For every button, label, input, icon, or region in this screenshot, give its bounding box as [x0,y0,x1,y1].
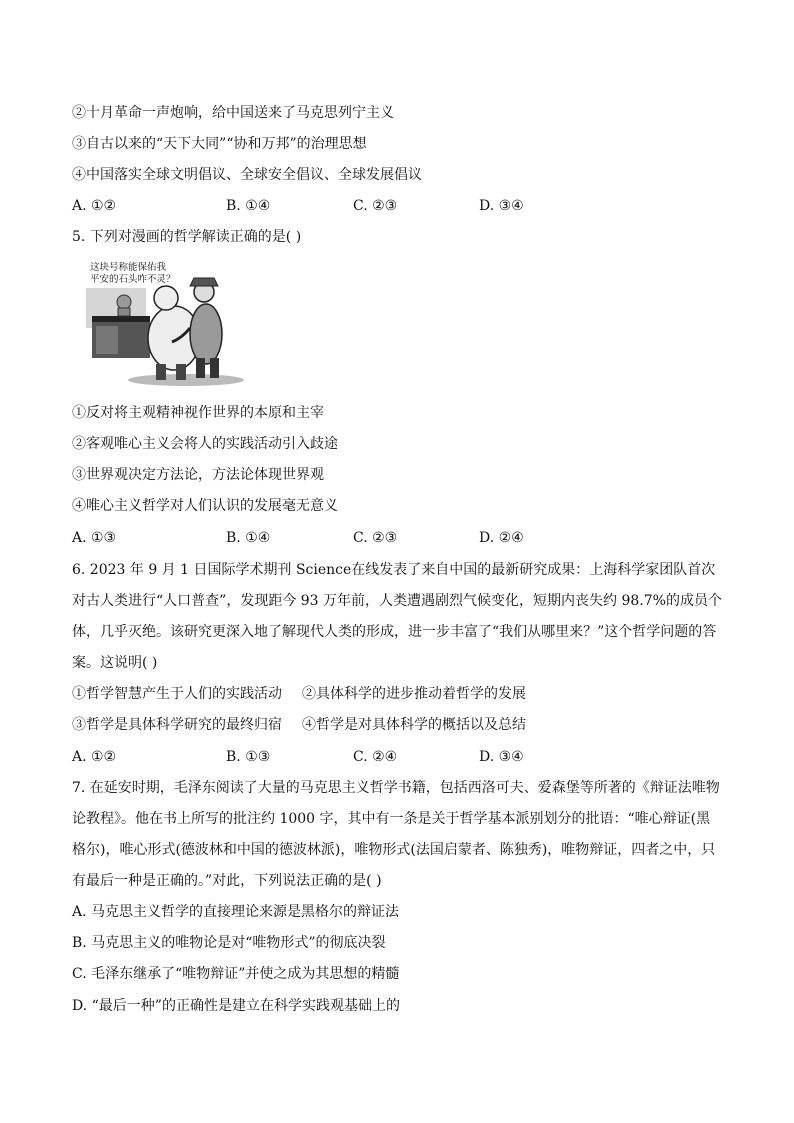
q6-item-3: ③哲学是具体科学研究的最终归宿 [72,717,282,733]
q5-option-c[interactable]: C. ②③ [353,530,398,546]
q6-option-a[interactable]: A. ①② [72,749,117,765]
q4-option-d[interactable]: D. ③④ [479,198,524,214]
q6-stem: 6. 2023 年 9 月 1 日国际学术期刊 Science在线发表了来自中国的最新研究成果：上海科学家团队首次对古人类进行“人口普查”，发现距今 93 万年前，人类遭遇剧烈气候变化，短期内丧失约 98.7%的成员个体，几乎灭绝。该研究更深入地了解现代人类的形成，进一步丰富了“我们从哪里来？”这个哲学问题的答案。这说明( ) [72,562,722,671]
cartoon-caption-line-2: 平安的石头咋不灵？ [90,274,176,285]
q6-option-d[interactable]: D. ③④ [479,749,524,765]
q6-options [72,747,724,767]
q5-stem: 5. 下列对漫画的哲学解读正确的是( ) [72,229,302,245]
q7-option-b[interactable]: B. 马克思主义的唯物论是对“唯物形式”的彻底决裂 [72,935,386,951]
q6-items-row-2 [72,715,526,735]
q4-item-3: ③自古以来的“天下大同”“协和万邦”的治理思想 [72,136,367,152]
q4-option-b[interactable]: B. ①④ [226,198,271,214]
cartoon-caption-line-1: 这块号称能保佑我 [90,262,167,273]
q5-option-a[interactable]: A. ①③ [72,530,117,546]
q4-item-2: ②十月革命一声炮响，给中国送来了马克思列宁主义 [72,105,394,121]
q6-option-c[interactable]: C. ②④ [353,749,398,765]
q4-option-a[interactable]: A. ①② [72,198,117,214]
q6-items-row-1 [72,684,526,704]
q6-item-2: ②具体科学的进步推动着哲学的发展 [302,686,526,702]
q5-item-3: ③世界观决定方法论，方法论体现世界观 [72,467,324,483]
q7-option-a[interactable]: A. 马克思主义哲学的直接理论来源是黑格尔的辩证法 [72,904,400,920]
q7-option-d[interactable]: D. “最后一种”的正确性是建立在科学实践观基础上的 [72,998,400,1014]
q7-option-c[interactable]: C. 毛泽东继承了“唯物辩证”并使之成为其思想的精髓 [72,966,400,982]
q5-item-1: ①反对将主观精神视作世界的本原和主宰 [72,405,324,421]
q4-options [72,196,724,216]
q5-option-d[interactable]: D. ②④ [479,530,524,546]
q7-stem: 7. 在延安时期，毛泽东阅读了大量的马克思主义哲学书籍，包括西洛可夫、爱森堡等所著的《辩证法唯物论教程》。他在书上所写的批注约 1000 字，其中有一条是关于哲学基本派别划分的批语：“唯心辩证(黑格尔)，唯心形式(德波林和中国的德波林派)，唯物形式(法国启蒙者、陈独秀)，唯物辩证，四者之中，只有最后一种是正确的。”对此，下列说法正确的是( ) [72,780,720,889]
q5-item-4: ④唯心主义哲学对人们认识的发展毫无意义 [72,498,338,514]
q6-item-4: ④哲学是对具体科学的概括以及总结 [302,717,526,733]
q6-option-b[interactable]: B. ①③ [226,749,271,765]
q5-option-b[interactable]: B. ①④ [226,530,271,546]
q4-option-c[interactable]: C. ②③ [353,198,398,214]
q5-item-2: ②客观唯心主义会将人的实践活动引入歧途 [72,436,338,452]
cartoon-image [86,258,244,388]
q6-item-1: ①哲学智慧产生于人们的实践活动 [72,686,282,702]
q4-item-4: ④中国落实全球文明倡议、全球安全倡议、全球发展倡议 [72,167,422,183]
q5-options [72,528,724,548]
